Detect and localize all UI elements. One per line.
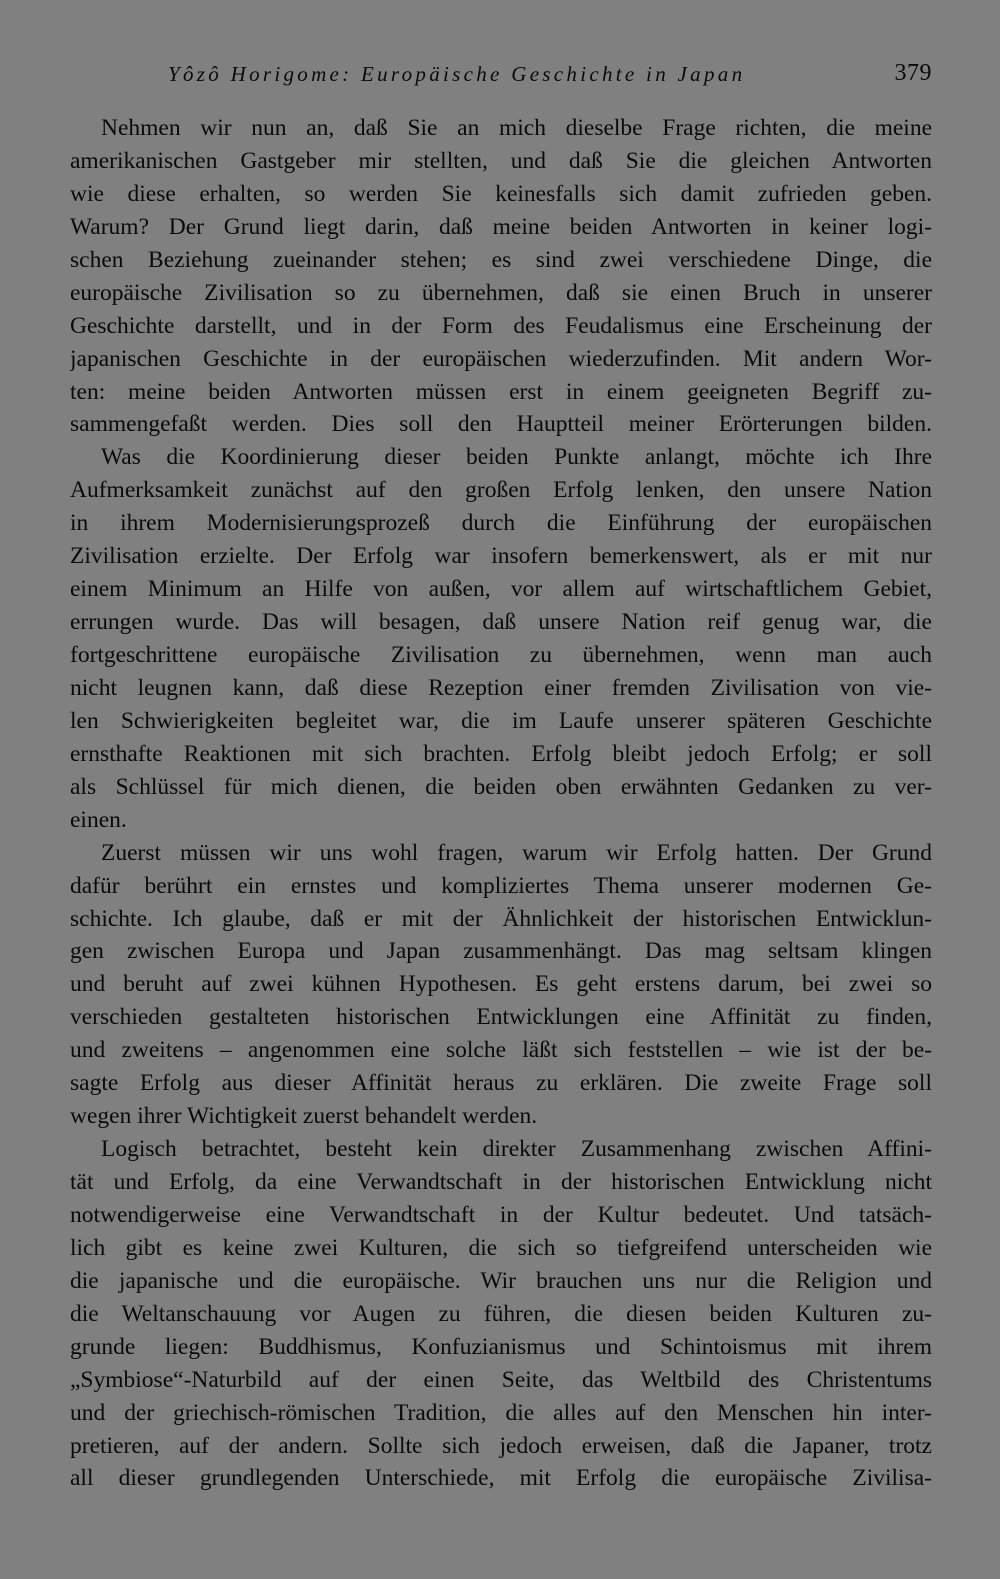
text-line: tät und Erfolg, da eine Verwandtschaft in der historischen Entwicklung nicht: [70, 1169, 932, 1195]
text-line: und beruht auf zwei kühnen Hypothesen. Es geht erstens darum, bei zwei so: [70, 971, 932, 998]
text-line: errungen wurde. Das will besagen, daß unsere Nation reif genug war, die: [70, 609, 932, 636]
text-line: verschieden gestalteten historischen Entwicklungen eine Affinität zu finden,: [70, 1004, 932, 1031]
text-line: die japanische und die europäische. Wir brauchen uns nur die Religion und: [70, 1267, 932, 1294]
text-line: und der griechisch-römischen Tradition, die alles auf den Menschen hin inter-: [70, 1399, 932, 1426]
text-line: gen zwischen Europa und Japan zusammenhängt. Das mag seltsam klingen: [70, 938, 932, 965]
text-line: Aufmerksamkeit zunächst auf den großen Erfolg lenken, den unsere Nation: [70, 477, 932, 504]
page-number: 379: [894, 60, 932, 86]
text-line: sammengefaßt werden. Dies soll den Hauptteil meiner Erörterungen bilden.: [70, 411, 932, 438]
text-line: und zweitens – angenommen eine solche läßt sich feststellen – wie ist der be-: [70, 1037, 932, 1064]
text-line: ernsthafte Reaktionen mit sich brachten. Erfolg bleibt jedoch Erfolg; er soll: [70, 740, 932, 767]
running-head: [70, 58, 932, 98]
text-line: schichte. Ich glaube, daß er mit der Ähnlichkeit der historischen Entwicklun-: [70, 905, 932, 932]
text-line: sagte Erfolg aus dieser Affinität heraus zu erklären. Die zweite Frage soll: [70, 1070, 932, 1097]
text-line: in ihrem Modernisierungsprozeß durch die Einführung der europäischen: [70, 510, 932, 537]
text-line: die Weltanschauung vor Augen zu führen, die diesen beiden Kulturen zu-: [70, 1300, 932, 1327]
text-line: Geschichte darstellt, und in der Form des Feudalismus eine Erscheinung der: [70, 312, 932, 339]
text-line: Logisch betrachtet, besteht kein direkter Zusammenhang zwischen Affini-: [101, 1136, 932, 1163]
text-line: Nehmen wir nun an, daß Sie an mich dieselbe Frage richten, die meine: [101, 115, 932, 141]
text-line: einem Minimum an Hilfe von außen, vor allem auf wirtschaftlichem Gebiet,: [70, 576, 932, 603]
text-line: len Schwierigkeiten begleitet war, die im Laufe unserer späteren Geschichte: [70, 707, 932, 734]
text-line: europäische Zivilisation so zu übernehmen, daß sie einen Bruch in unserer: [70, 279, 932, 306]
text-line: amerikanischen Gastgeber mir stellten, und daß Sie die gleichen Antworten: [70, 147, 932, 174]
body-text: [70, 112, 932, 1495]
text-line: all dieser grundlegenden Unterschiede, mit Erfolg die europäische Zivilisa-: [70, 1465, 932, 1492]
text-line: nicht leugnen kann, daß diese Rezeption einer fremden Zivilisation von vie-: [70, 674, 932, 701]
text-line: schen Beziehung zueinander stehen; es sind zwei verschiedene Dinge, die: [70, 246, 932, 273]
text-line: grunde liegen: Buddhismus, Konfuzianismus und Schintoismus mit ihrem: [70, 1333, 932, 1360]
text-line: dafür berührt ein ernstes und kompliziertes Thema unserer modernen Ge-: [70, 872, 932, 899]
running-title: Yôzô Horigome: Europäische Geschichte in Japan: [168, 62, 746, 86]
text-line: fortgeschrittene europäische Zivilisation zu übernehmen, wenn man auch: [70, 642, 932, 668]
text-line: einen.: [70, 806, 127, 833]
text-line: Zuerst müssen wir uns wohl fragen, warum wir Erfolg hatten. Der Grund: [101, 839, 932, 866]
text-line: lich gibt es keine zwei Kulturen, die sich so tiefgreifend unterscheiden wie: [70, 1234, 932, 1261]
text-line: „Symbiose“-Naturbild auf der einen Seite, das Weltbild des Christentums: [70, 1366, 932, 1393]
text-line: japanischen Geschichte in der europäischen wiederzufinden. Mit andern Wor-: [70, 345, 932, 372]
text-line: notwendigerweise eine Verwandtschaft in der Kultur bedeutet. Und tatsäch-: [70, 1201, 932, 1228]
text-line: Was die Koordinierung dieser beiden Punkte anlangt, möchte ich Ihre: [101, 444, 932, 471]
text-line: pretieren, auf der andern. Sollte sich jedoch erweisen, daß die Japaner, trotz: [70, 1432, 932, 1459]
text-line: wegen ihrer Wichtigkeit zuerst behandelt werden.: [70, 1103, 538, 1130]
text-line: wie diese erhalten, so werden Sie keinesfalls sich damit zufrieden geben.: [70, 180, 932, 207]
text-line: ten: meine beiden Antworten müssen erst in einem geeigneten Begriff zu-: [70, 378, 932, 405]
text-line: als Schlüssel für mich dienen, die beiden oben erwähnten Gedanken zu ver-: [70, 773, 932, 800]
text-line: Warum? Der Grund liegt darin, daß meine beiden Antworten in keiner logi-: [70, 213, 932, 240]
text-line: Zivilisation erzielte. Der Erfolg war insofern bemerkenswert, als er mit nur: [70, 543, 932, 570]
